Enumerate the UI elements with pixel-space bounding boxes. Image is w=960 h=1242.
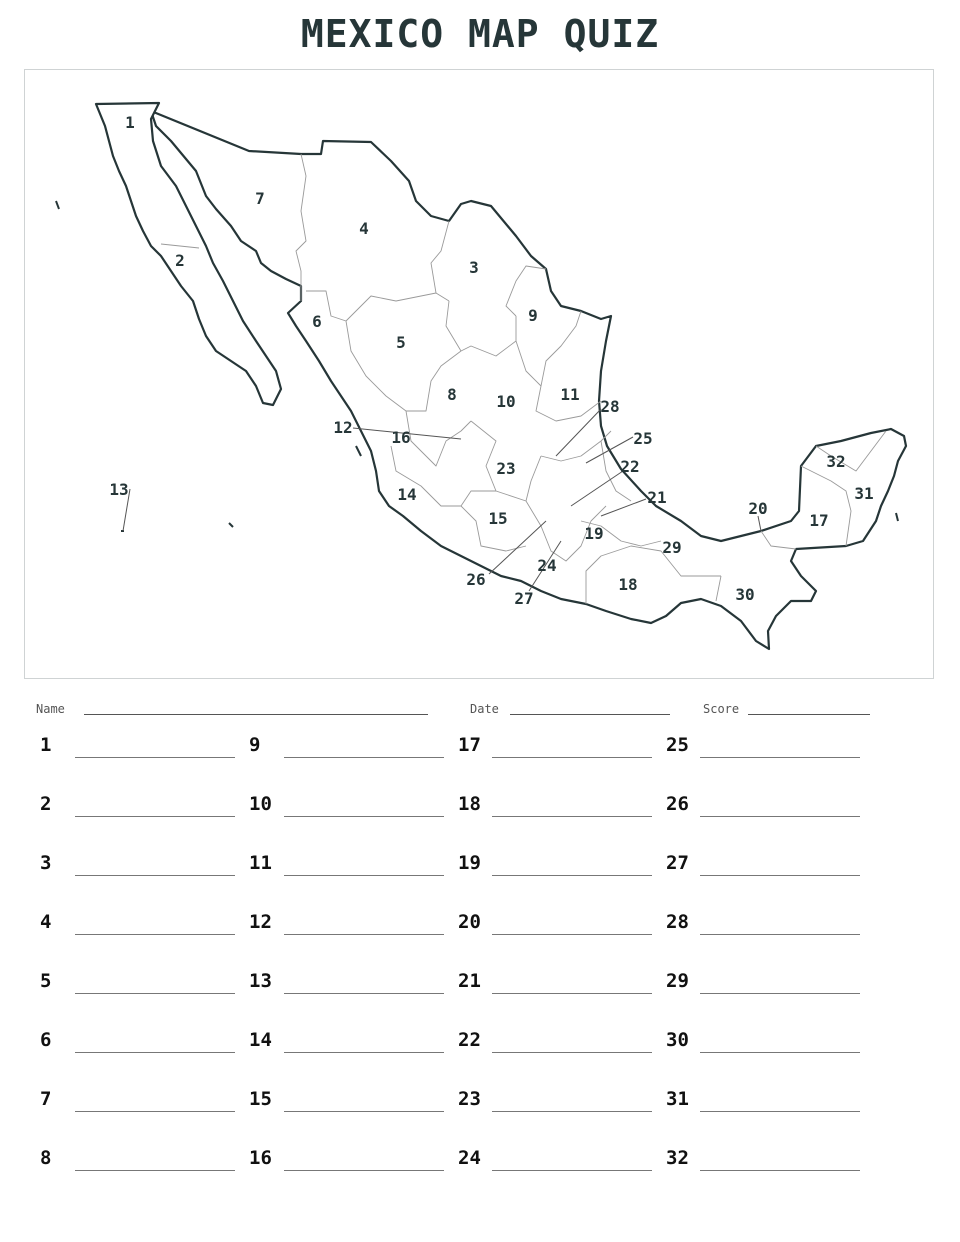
answer-number: 21 [458,970,481,992]
answer-line[interactable] [284,993,444,994]
answer-line[interactable] [492,934,652,935]
answer-number: 6 [40,1029,52,1051]
answer-number: 2 [40,793,52,815]
answer-line[interactable] [700,1170,860,1171]
answer-number: 19 [458,852,481,874]
answer-number: 13 [249,970,272,992]
map-label: 4 [359,219,369,238]
answer-number: 3 [40,852,52,874]
answer-line[interactable] [75,993,235,994]
map-label: 21 [647,488,667,507]
mexico-map [25,70,935,680]
map-label: 16 [391,428,411,447]
answer-number: 12 [249,911,272,933]
answer-number: 32 [666,1147,689,1169]
answer-number: 16 [249,1147,272,1169]
answer-number: 30 [666,1029,689,1051]
answer-line[interactable] [284,816,444,817]
map-label: 17 [809,511,829,530]
map-label: 24 [537,556,557,575]
map-label: 14 [397,485,417,504]
map-label: 10 [496,392,516,411]
answer-line[interactable] [700,934,860,935]
answer-number: 20 [458,911,481,933]
answer-line[interactable] [492,1111,652,1112]
answer-number: 31 [666,1088,689,1110]
answer-line[interactable] [284,934,444,935]
answer-line[interactable] [492,875,652,876]
answer-line[interactable] [700,757,860,758]
answer-number: 25 [666,734,689,756]
island [896,513,898,521]
answer-number: 4 [40,911,52,933]
answer-line[interactable] [700,816,860,817]
map-label: 11 [560,385,580,404]
answer-line[interactable] [284,1111,444,1112]
answer-number: 18 [458,793,481,815]
map-label: 29 [662,538,682,557]
answer-number: 23 [458,1088,481,1110]
map-label: 1 [125,113,135,132]
map-label: 30 [735,585,755,604]
date-field[interactable] [510,714,670,715]
answer-line[interactable] [75,757,235,758]
answer-line[interactable] [700,993,860,994]
answer-line[interactable] [75,816,235,817]
island [56,201,59,209]
map-label: 23 [496,459,516,478]
map-label: 25 [633,429,653,448]
map-label: 32 [826,452,846,471]
map-label: 20 [748,499,768,518]
answer-line[interactable] [284,1052,444,1053]
answer-number: 24 [458,1147,481,1169]
answer-line[interactable] [492,757,652,758]
answer-line[interactable] [75,875,235,876]
answer-line[interactable] [700,875,860,876]
map-label: 26 [466,570,486,589]
answer-number: 15 [249,1088,272,1110]
page-title: MEXICO MAP QUIZ [300,12,660,56]
map-label: 18 [618,575,638,594]
answer-number: 9 [249,734,261,756]
map-label: 13 [109,480,129,499]
answer-line[interactable] [492,993,652,994]
map-label: 9 [528,306,538,325]
answer-number: 28 [666,911,689,933]
answer-line[interactable] [75,934,235,935]
answer-number: 17 [458,734,481,756]
answer-number: 10 [249,793,272,815]
answer-number: 7 [40,1088,52,1110]
map-label: 8 [447,385,457,404]
answer-line[interactable] [75,1111,235,1112]
map-label: 6 [312,312,322,331]
map-label: 2 [175,251,185,270]
answer-line[interactable] [700,1052,860,1053]
answer-number: 1 [40,734,52,756]
map-label: 15 [488,509,508,528]
answer-line[interactable] [700,1111,860,1112]
answer-number: 27 [666,852,689,874]
answer-line[interactable] [284,757,444,758]
map-label: 19 [584,524,604,543]
map-label: 31 [854,484,874,503]
map-label: 27 [514,589,534,608]
answer-number: 14 [249,1029,272,1051]
map-frame [24,69,934,679]
score-label: Score [703,702,740,716]
island [356,446,361,456]
answer-number: 8 [40,1147,52,1169]
answer-number: 26 [666,793,689,815]
answer-line[interactable] [284,875,444,876]
score-field[interactable] [748,714,870,715]
name-label: Name [36,702,65,716]
map-label: 28 [600,397,620,416]
map-label: 12 [333,418,353,437]
answer-number: 11 [249,852,272,874]
answer-line[interactable] [75,1170,235,1171]
name-field[interactable] [84,714,428,715]
date-label: Date [470,702,499,716]
answer-line[interactable] [75,1052,235,1053]
map-label: 7 [255,189,265,208]
island [229,523,233,527]
answer-number: 22 [458,1029,481,1051]
map-label: 22 [620,457,640,476]
answer-line[interactable] [284,1170,444,1171]
answer-line[interactable] [492,1170,652,1171]
answer-line[interactable] [492,1052,652,1053]
answer-number: 29 [666,970,689,992]
map-label: 3 [469,258,479,277]
answer-line[interactable] [492,816,652,817]
map-label: 5 [396,333,406,352]
answer-number: 5 [40,970,52,992]
